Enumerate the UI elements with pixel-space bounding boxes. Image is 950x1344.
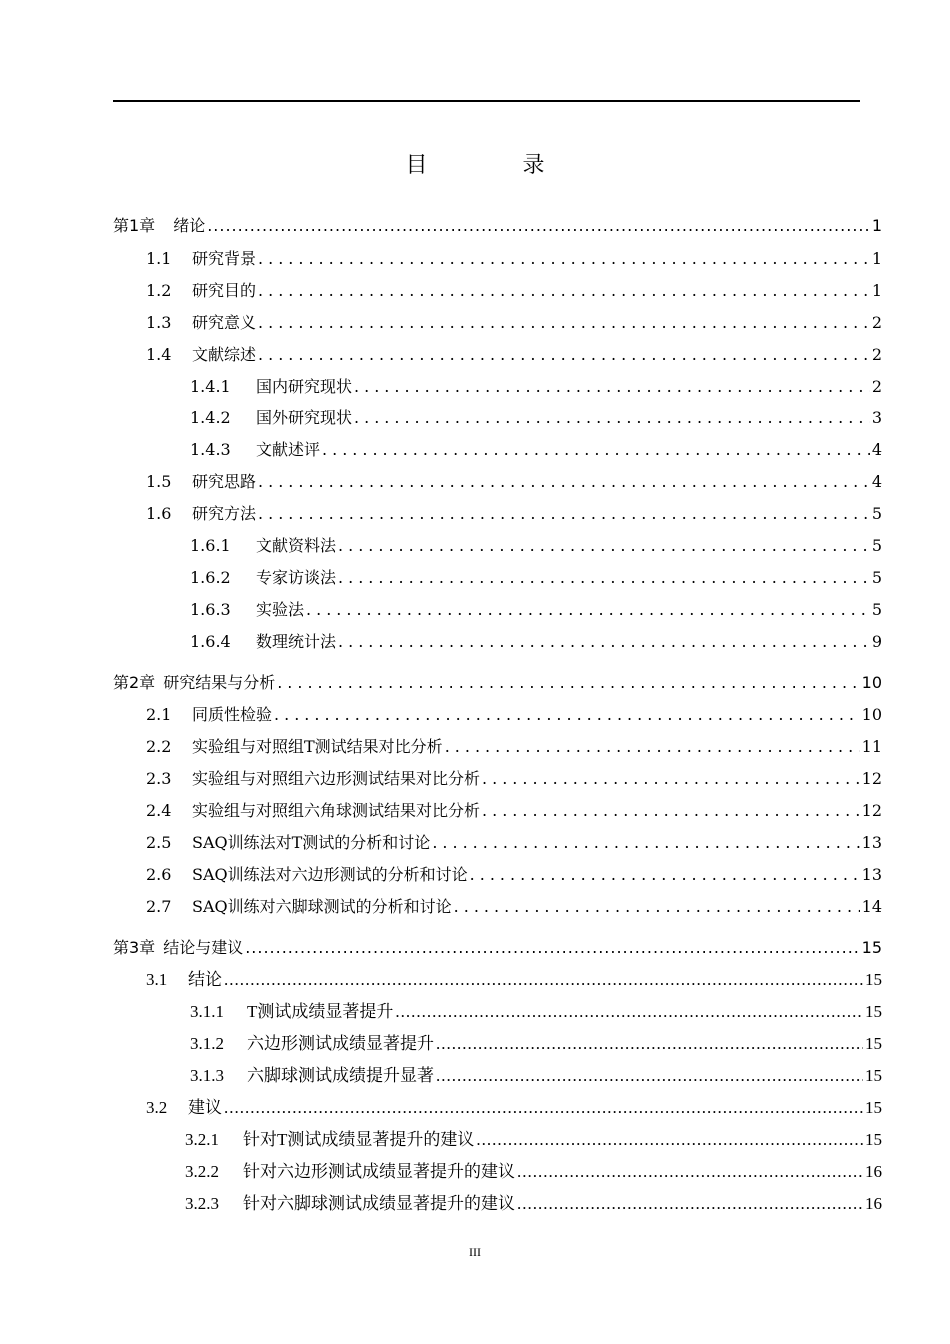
- entry-number: 3.1.1: [190, 1002, 224, 1021]
- entry-label: 同质性检验: [192, 705, 273, 724]
- entry-number: 2.5: [146, 833, 172, 852]
- leader-dots: [322, 438, 870, 462]
- entry-label: 实验组与对照组六边形测试结果对比分析: [192, 769, 481, 788]
- leader-dots: [258, 311, 870, 335]
- entry-page: 15: [865, 970, 882, 989]
- entry-page: 1: [871, 249, 882, 268]
- entry-number: 1.4.1: [190, 377, 231, 396]
- entry-number: 1.6.4: [190, 632, 231, 651]
- entry-page: 12: [861, 801, 882, 820]
- entry-label: 针对六脚球测试成绩显著提升的建议: [243, 1194, 515, 1213]
- entry-number: 2.1: [146, 705, 172, 724]
- entry-label: 结论与建议: [163, 938, 244, 957]
- leader-dots: [207, 214, 870, 238]
- entry-page: 15: [865, 1066, 882, 1085]
- leader-dots: [476, 1128, 863, 1152]
- entry-label: 实验组与对照组T测试结果对比分析: [192, 737, 443, 756]
- entry-label: 研究意义: [192, 313, 257, 332]
- toc-entry[interactable]: [146, 968, 882, 992]
- entry-number: 2.2: [146, 737, 172, 756]
- entry-page: 14: [861, 897, 882, 916]
- entry-label: 文献述评: [256, 440, 321, 459]
- leader-dots: [395, 1000, 863, 1024]
- entry-page: 4: [871, 440, 882, 459]
- entry-page: 5: [871, 504, 882, 523]
- entry-number: 1.4.2: [190, 408, 231, 427]
- entry-page: 1: [871, 281, 882, 300]
- entry-label: 针对六边形测试成绩显著提升的建议: [243, 1162, 515, 1181]
- leader-dots: [224, 968, 863, 992]
- leader-dots: [482, 799, 860, 823]
- entry-label: 建议: [188, 1098, 222, 1117]
- entry-label: 研究思路: [192, 472, 257, 491]
- leader-dots: [274, 703, 860, 727]
- entry-number: 1.6.1: [190, 536, 231, 555]
- entry-label: 针对T测试成绩显著提升的建议: [243, 1130, 475, 1149]
- toc-entry[interactable]: [146, 895, 882, 919]
- leader-dots: [258, 470, 870, 494]
- entry-page: 9: [871, 632, 882, 651]
- entry-page: 15: [865, 1130, 882, 1149]
- entry-page: 13: [861, 833, 882, 852]
- entry-page: 13: [861, 865, 882, 884]
- entry-label: 实验法: [256, 600, 305, 619]
- entry-page: 2: [871, 313, 882, 332]
- entry-page: 5: [871, 568, 882, 587]
- entry-number: 3.2.2: [185, 1162, 219, 1181]
- leader-dots: [277, 671, 859, 695]
- toc-entry[interactable]: [190, 534, 882, 558]
- entry-label: 文献综述: [192, 345, 257, 364]
- toc-entry[interactable]: [113, 214, 882, 238]
- toc-entry[interactable]: [113, 936, 882, 960]
- entry-page: 1: [871, 216, 882, 235]
- entry-label: 国内研究现状: [256, 377, 353, 396]
- entry-number: 2.7: [146, 897, 172, 916]
- toc-entry[interactable]: [185, 1160, 882, 1184]
- entry-number: 1.6: [146, 504, 172, 523]
- leader-dots: [354, 406, 870, 430]
- entry-number: 第2章: [113, 673, 156, 692]
- toc-entry[interactable]: [146, 863, 882, 887]
- toc-entry[interactable]: [146, 831, 882, 855]
- entry-number: 1.4: [146, 345, 172, 364]
- toc-entry[interactable]: [190, 630, 882, 654]
- entry-number: 3.1.2: [190, 1034, 224, 1053]
- toc-entry[interactable]: [146, 735, 882, 759]
- entry-page: 15: [861, 938, 882, 957]
- entry-number: 1.1: [146, 249, 172, 268]
- entry-number: 第1章: [113, 216, 156, 235]
- entry-label: 绪论: [173, 216, 206, 235]
- leader-dots: [436, 1032, 863, 1056]
- entry-page: 2: [871, 345, 882, 364]
- leader-dots: [482, 767, 860, 791]
- toc-entry[interactable]: [146, 703, 882, 727]
- leader-dots: [436, 1064, 863, 1088]
- entry-label: 六边形测试成绩显著提升: [247, 1034, 434, 1053]
- leader-dots: [306, 598, 870, 622]
- leader-dots: [445, 735, 860, 759]
- toc-entry[interactable]: [146, 767, 882, 791]
- leader-dots: [517, 1160, 863, 1184]
- leader-dots: [258, 247, 870, 271]
- entry-page: 15: [865, 1034, 882, 1053]
- toc-entry[interactable]: [190, 1032, 882, 1056]
- entry-page: 10: [861, 705, 882, 724]
- toc-entry[interactable]: [146, 799, 882, 823]
- leader-dots: [454, 895, 860, 919]
- leader-dots: [338, 630, 870, 654]
- leader-dots: [354, 375, 870, 399]
- toc-entry[interactable]: [185, 1128, 882, 1152]
- leader-dots: [432, 831, 859, 855]
- leader-dots: [338, 534, 870, 558]
- entry-label: 研究结果与分析: [163, 673, 276, 692]
- toc-entry[interactable]: [146, 247, 882, 271]
- toc-entry[interactable]: [190, 438, 882, 462]
- entry-label: T测试成绩显著提升: [247, 1002, 394, 1021]
- entry-page: 4: [871, 472, 882, 491]
- entry-number: 1.4.3: [190, 440, 231, 459]
- toc-entry[interactable]: [113, 671, 882, 695]
- entry-label: 专家访谈法: [256, 568, 337, 587]
- leader-dots: [224, 1096, 863, 1120]
- entry-page: 10: [861, 673, 882, 692]
- entry-number: 3.2.1: [185, 1130, 219, 1149]
- entry-label: 研究方法: [192, 504, 257, 523]
- entry-number: 1.3: [146, 313, 172, 332]
- leader-dots: [245, 936, 859, 960]
- entry-label: SAQ训练法对六边形测试的分析和讨论: [192, 865, 468, 884]
- toc-entry[interactable]: [146, 343, 882, 367]
- entry-page: 15: [865, 1002, 882, 1021]
- leader-dots: [338, 566, 870, 590]
- toc-entry[interactable]: [190, 1064, 882, 1088]
- entry-number: 1.6.3: [190, 600, 231, 619]
- entry-label: SAQ训练法对T测试的分析和讨论: [192, 833, 431, 852]
- entry-page: 12: [861, 769, 882, 788]
- entry-number: 3.1.3: [190, 1066, 224, 1085]
- entry-label: 国外研究现状: [256, 408, 353, 427]
- entry-label: 数理统计法: [256, 632, 337, 651]
- toc-entry[interactable]: [146, 311, 882, 335]
- entry-page: 15: [865, 1098, 882, 1117]
- entry-page: 3: [871, 408, 882, 427]
- entry-page: 2: [871, 377, 882, 396]
- entry-label: 文献资料法: [256, 536, 337, 555]
- entry-number: 2.6: [146, 865, 172, 884]
- entry-page: 16: [865, 1162, 882, 1181]
- entry-label: SAQ训练对六脚球测试的分析和讨论: [192, 897, 452, 916]
- page-title: 目 录: [405, 153, 589, 178]
- entry-page: 16: [865, 1194, 882, 1213]
- toc-entry[interactable]: [146, 502, 882, 526]
- entry-number: 2.3: [146, 769, 172, 788]
- toc-entry[interactable]: [190, 566, 882, 590]
- toc-entry[interactable]: [190, 375, 882, 399]
- entry-label: 研究背景: [192, 249, 257, 268]
- entry-number: 3.2.3: [185, 1194, 219, 1213]
- leader-dots: [258, 343, 870, 367]
- leader-dots: [258, 502, 870, 526]
- toc-entry[interactable]: [190, 1000, 882, 1024]
- leader-dots: [258, 279, 870, 303]
- entry-number: 3.2: [146, 1098, 168, 1117]
- entry-number: 1.2: [146, 281, 172, 300]
- entry-page: 11: [861, 737, 882, 756]
- leader-dots: [470, 863, 860, 887]
- toc-entry[interactable]: [190, 406, 882, 430]
- toc-entry[interactable]: [146, 470, 882, 494]
- toc-entry[interactable]: [190, 598, 882, 622]
- entry-label: 实验组与对照组六角球测试结果对比分析: [192, 801, 481, 820]
- leader-dots: [517, 1192, 863, 1216]
- toc-entry[interactable]: [146, 279, 882, 303]
- entry-label: 研究目的: [192, 281, 257, 300]
- entry-page: 5: [871, 536, 882, 555]
- entry-number: 2.4: [146, 801, 172, 820]
- entry-number: 第3章: [113, 938, 156, 957]
- entry-label: 结论: [188, 970, 222, 989]
- entry-number: 1.6.2: [190, 568, 231, 587]
- toc-entry[interactable]: [185, 1192, 882, 1216]
- toc-entry[interactable]: [146, 1096, 882, 1120]
- entry-label: 六脚球测试成绩提升显著: [247, 1066, 434, 1085]
- entry-number: 1.5: [146, 472, 172, 491]
- page-number-footer: III: [469, 1245, 481, 1259]
- entry-number: 3.1: [146, 970, 168, 989]
- entry-page: 5: [871, 600, 882, 619]
